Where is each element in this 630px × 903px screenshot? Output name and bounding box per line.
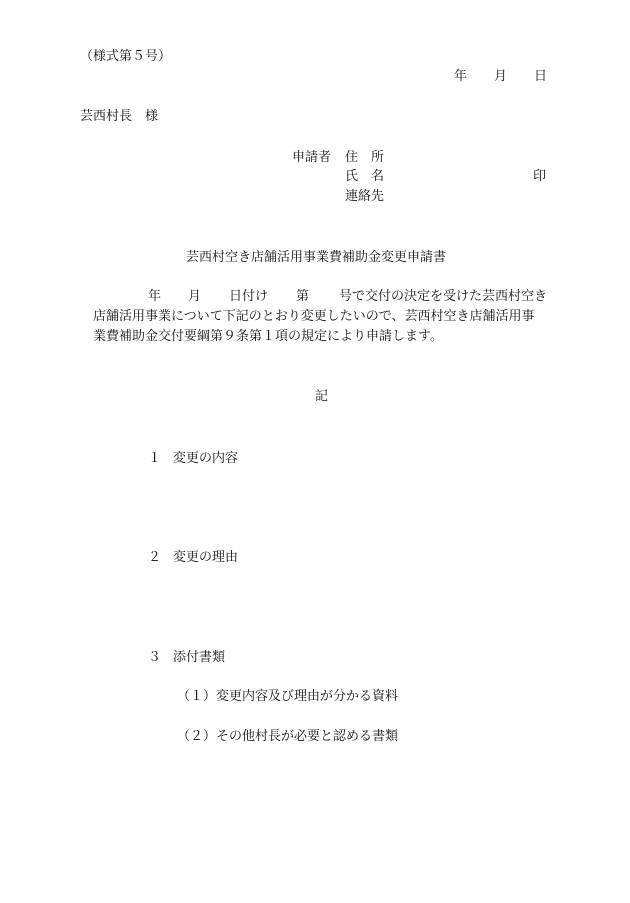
applicant-label: 申請者 xyxy=(292,150,332,165)
body-line2: 店舗活用事業について下記のとおり変更したいので、芸西村空き店舗活用事 xyxy=(93,309,535,324)
body-year: 年 xyxy=(148,289,162,304)
date-day: 日 xyxy=(534,69,548,84)
ki-heading: 記 xyxy=(315,389,329,404)
date-month: 月 xyxy=(494,69,508,84)
attachment-1: （１）変更内容及び理由が分かる資料 xyxy=(177,689,399,704)
seal-mark: 印 xyxy=(533,169,547,184)
contact-label: 連絡先 xyxy=(345,189,385,204)
item-2-number: ２ xyxy=(148,550,162,565)
item-3-label: 添付書類 xyxy=(173,650,226,665)
document-title: 芸西村空き店舗活用事業費補助金変更申請書 xyxy=(186,250,447,265)
date-year: 年 xyxy=(454,69,468,84)
addressee: 芸西村長 様 xyxy=(80,109,159,124)
item-3-number: ３ xyxy=(148,650,162,665)
form-number: （様式第５号） xyxy=(80,49,172,64)
item-2-label: 変更の理由 xyxy=(173,550,239,565)
body-day: 日付け xyxy=(229,289,269,304)
body-line3: 業費補助金交付要綱第９条第１項の規定により申請します。 xyxy=(93,329,443,344)
attachment-2: （２）その他村長が必要と認める書類 xyxy=(177,729,399,744)
item-1-label: 変更の内容 xyxy=(173,451,239,466)
item-1-number: １ xyxy=(148,451,162,466)
body-dai: 第 xyxy=(296,289,310,304)
address-label: 住 所 xyxy=(345,150,385,165)
body-line1-rest: 号で交付の決定を受けた芸西村空き xyxy=(339,289,548,304)
body-month: 月 xyxy=(188,289,202,304)
name-label: 氏 名 xyxy=(345,169,385,184)
